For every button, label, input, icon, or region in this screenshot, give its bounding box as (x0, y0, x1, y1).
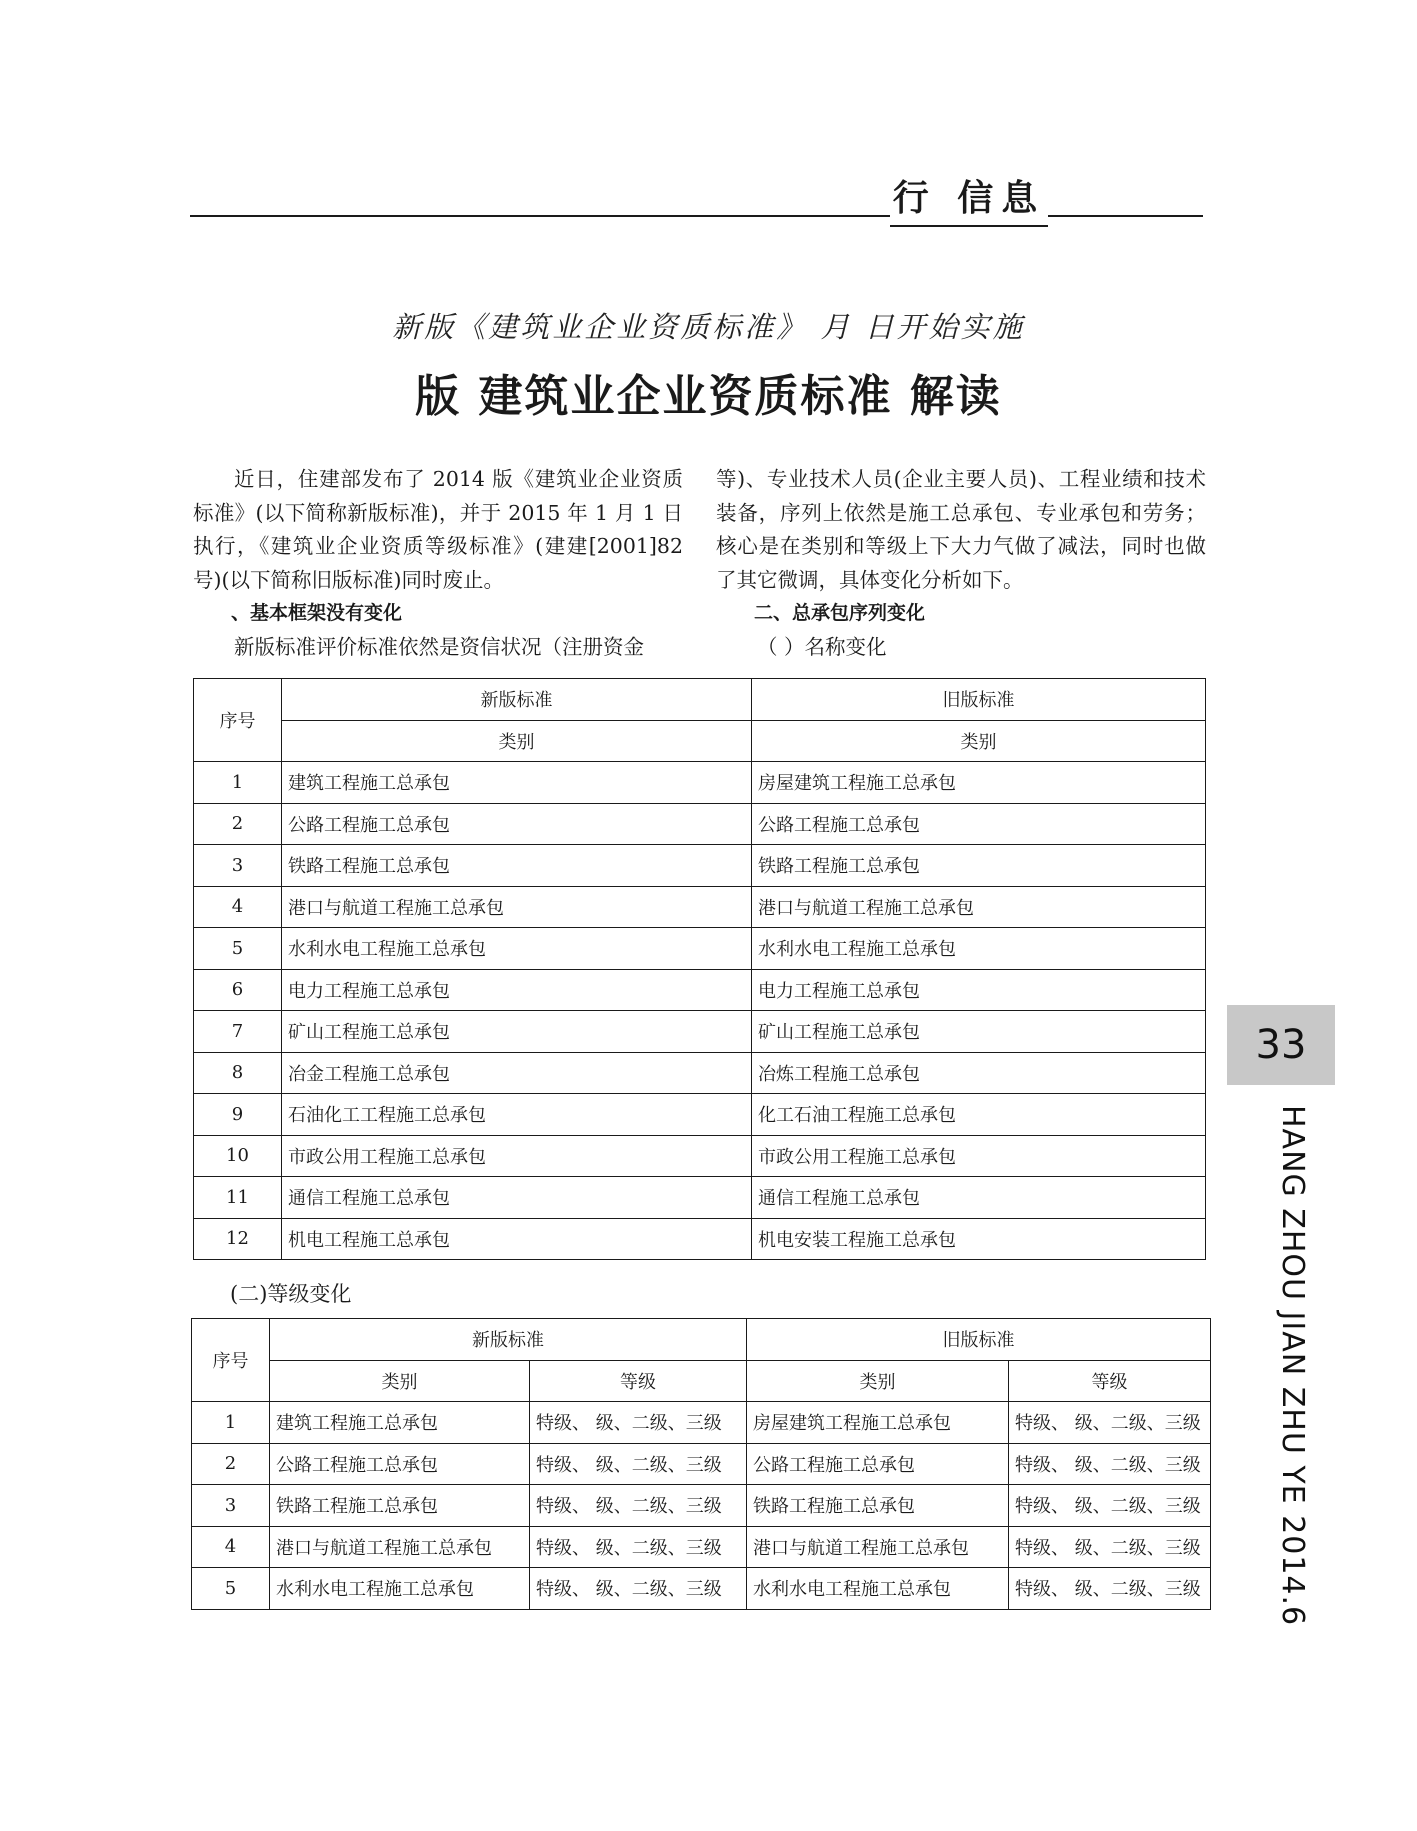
row-old-category: 公路工程施工总承包 (747, 1443, 1009, 1485)
table-row (194, 1177, 1206, 1219)
row-new-category: 铁路工程施工总承包 (282, 845, 752, 887)
row-old-category: 市政公用工程施工总承包 (752, 1135, 1206, 1177)
row-old-category: 港口与航道工程施工总承包 (752, 886, 1206, 928)
row-seq: 11 (194, 1177, 282, 1219)
row-new-level: 特级、 级、二级、三级 (530, 1526, 747, 1568)
header-old-standard: 旧版标准 (747, 1319, 1211, 1361)
row-seq: 5 (192, 1568, 270, 1610)
article-subtitle: 新版《建筑业企业资质标准》 月 日开始实施 (392, 310, 1025, 344)
name-change-table (193, 678, 1206, 1260)
table-row (194, 762, 1206, 804)
table-row (192, 1443, 1211, 1485)
intro-paragraph: 近日，住建部发布了 2014 版《建筑业企业资质标准》(以下简称新版标准)，并于 2015 年 1 月 1 日执行，《建筑业企业资质等级标准》(建建[2001]82 号)(以下简称旧版标准)同时废止。 (193, 467, 683, 592)
row-old-level: 特级、 级、二级、三级 (1009, 1443, 1211, 1485)
table-row (192, 1526, 1211, 1568)
table-row (192, 1568, 1211, 1610)
table-row (194, 1218, 1206, 1260)
header-category-new: 类别 (282, 720, 752, 762)
row-new-category: 冶金工程施工总承包 (282, 1052, 752, 1094)
row-new-category: 港口与航道工程施工总承包 (282, 886, 752, 928)
row-seq: 5 (194, 928, 282, 970)
row-new-category: 铁路工程施工总承包 (270, 1485, 530, 1527)
table-row (192, 1402, 1211, 1444)
row-old-category: 铁路工程施工总承包 (747, 1485, 1009, 1527)
table-row (194, 845, 1206, 887)
header-category-old: 类别 (747, 1360, 1009, 1402)
table-row (194, 928, 1206, 970)
header-rule-right (1048, 215, 1203, 217)
table-row (194, 1011, 1206, 1053)
row-seq: 8 (194, 1052, 282, 1094)
row-old-category: 电力工程施工总承包 (752, 969, 1206, 1011)
table-row (194, 969, 1206, 1011)
row-old-category: 铁路工程施工总承包 (752, 845, 1206, 887)
subheading-name-change: （ ）名称变化 (757, 634, 887, 659)
row-seq: 6 (194, 969, 282, 1011)
row-old-category: 通信工程施工总承包 (752, 1177, 1206, 1219)
row-new-category: 水利水电工程施工总承包 (282, 928, 752, 970)
row-seq: 9 (194, 1094, 282, 1136)
level-change-table (191, 1318, 1211, 1610)
row-old-category: 房屋建筑工程施工总承包 (747, 1402, 1009, 1444)
row-new-level: 特级、 级、二级、三级 (530, 1485, 747, 1527)
header-rule-left (190, 215, 890, 217)
row-new-category: 石油化工工程施工总承包 (282, 1094, 752, 1136)
header-category-old: 类别 (752, 720, 1206, 762)
row-old-category: 房屋建筑工程施工总承包 (752, 762, 1206, 804)
row-old-level: 特级、 级、二级、三级 (1009, 1485, 1211, 1527)
row-seq: 4 (192, 1526, 270, 1568)
row-seq: 4 (194, 886, 282, 928)
header-seq: 序号 (192, 1319, 270, 1402)
row-old-level: 特级、 级、二级、三级 (1009, 1568, 1211, 1610)
row-new-category: 公路工程施工总承包 (270, 1443, 530, 1485)
page-number: 33 (1227, 1005, 1335, 1085)
row-old-category: 水利水电工程施工总承包 (747, 1568, 1009, 1610)
level-change-caption: (二)等级变化 (230, 1282, 352, 1306)
header-new-standard: 新版标准 (282, 679, 752, 721)
row-old-level: 特级、 级、二级、三级 (1009, 1526, 1211, 1568)
row-new-category: 建筑工程施工总承包 (270, 1402, 530, 1444)
text-column-right (716, 463, 1206, 664)
row-new-level: 特级、 级、二级、三级 (530, 1568, 747, 1610)
section-title: 行 信息 (890, 170, 1048, 227)
row-new-category: 矿山工程施工总承包 (282, 1011, 752, 1053)
paragraph-criteria: 新版标准评价标准依然是资信状况（注册资金 (234, 634, 644, 659)
article-title: 版 建筑业企业资质标准 解读 (415, 371, 1002, 422)
row-old-level: 特级、 级、二级、三级 (1009, 1402, 1211, 1444)
row-seq: 1 (192, 1402, 270, 1444)
table-row (192, 1485, 1211, 1527)
table-row (194, 1094, 1206, 1136)
row-seq: 7 (194, 1011, 282, 1053)
row-old-category: 水利水电工程施工总承包 (752, 928, 1206, 970)
table-row (194, 1052, 1206, 1094)
table-row (194, 1135, 1206, 1177)
row-seq: 3 (192, 1485, 270, 1527)
paragraph-continued: 等)、专业技术人员(企业主要人员)、工程业绩和技术装备，序列上依然是施工总承包、专业承包和劳务；核心是在类别和等级上下大力气做了减法，同时也做了其它微调，具体变化分析如下。 (716, 467, 1206, 592)
row-seq: 10 (194, 1135, 282, 1177)
header-new-standard: 新版标准 (270, 1319, 747, 1361)
header-old-standard: 旧版标准 (752, 679, 1206, 721)
row-old-category: 化工石油工程施工总承包 (752, 1094, 1206, 1136)
table-row (194, 886, 1206, 928)
row-new-category: 机电工程施工总承包 (282, 1218, 752, 1260)
header-seq: 序号 (194, 679, 282, 762)
row-old-category: 公路工程施工总承包 (752, 803, 1206, 845)
text-column-left (193, 463, 683, 664)
heading-framework: 、基本框架没有变化 (231, 602, 403, 624)
row-new-category: 通信工程施工总承包 (282, 1177, 752, 1219)
row-old-category: 机电安装工程施工总承包 (752, 1218, 1206, 1260)
header-level-new: 等级 (530, 1360, 747, 1402)
row-new-category: 建筑工程施工总承包 (282, 762, 752, 804)
heading-general-contracting: 二、总承包序列变化 (754, 602, 926, 624)
row-seq: 3 (194, 845, 282, 887)
row-seq: 2 (192, 1443, 270, 1485)
row-old-category: 冶炼工程施工总承包 (752, 1052, 1206, 1094)
row-seq: 12 (194, 1218, 282, 1260)
row-new-level: 特级、 级、二级、三级 (530, 1402, 747, 1444)
row-old-category: 港口与航道工程施工总承包 (747, 1526, 1009, 1568)
table-row (194, 803, 1206, 845)
row-new-category: 港口与航道工程施工总承包 (270, 1526, 530, 1568)
row-new-category: 市政公用工程施工总承包 (282, 1135, 752, 1177)
row-new-category: 水利水电工程施工总承包 (270, 1568, 530, 1610)
header-level-old: 等级 (1009, 1360, 1211, 1402)
running-footer: HANG ZHOU JIAN ZHU YE 2014.6 (1275, 1105, 1310, 1627)
row-old-category: 矿山工程施工总承包 (752, 1011, 1206, 1053)
row-new-category: 电力工程施工总承包 (282, 969, 752, 1011)
row-seq: 1 (194, 762, 282, 804)
row-new-level: 特级、 级、二级、三级 (530, 1443, 747, 1485)
row-seq: 2 (194, 803, 282, 845)
header-category-new: 类别 (270, 1360, 530, 1402)
row-new-category: 公路工程施工总承包 (282, 803, 752, 845)
